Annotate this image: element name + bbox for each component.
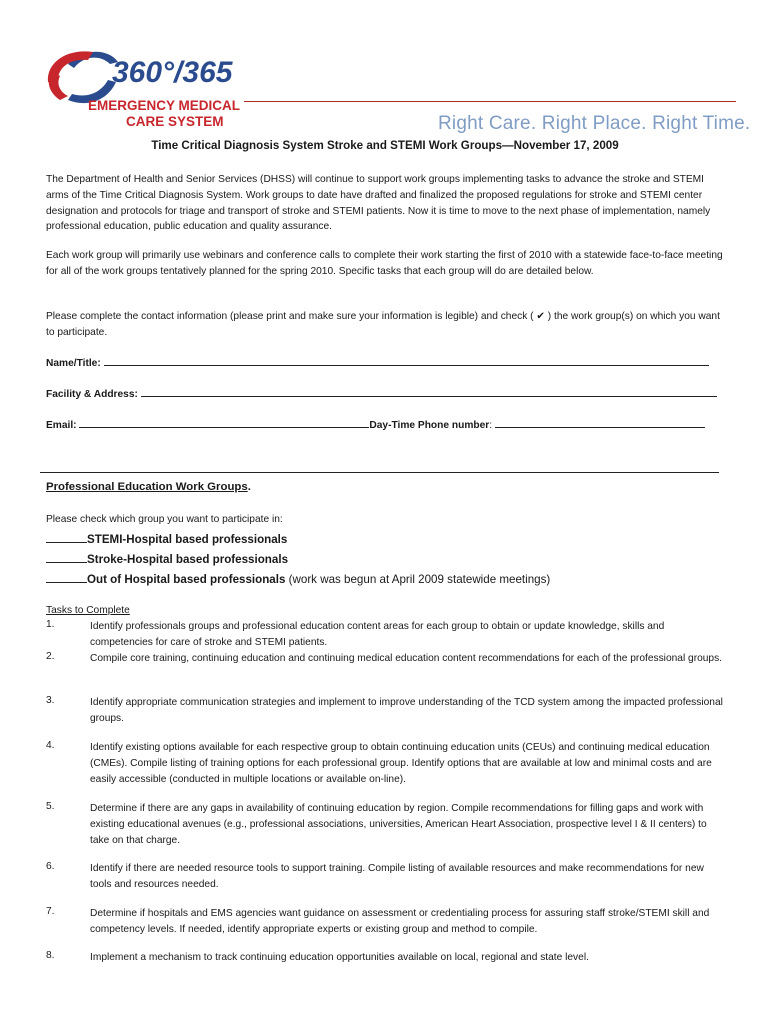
- task-number: 8.: [46, 950, 55, 961]
- phone-label: Day-Time Phone number: [369, 420, 490, 431]
- task-text: Identify if there are needed resource tools to support training. Compile listing of available resources and make recommendations for new tools and resources needed.: [90, 863, 704, 890]
- section-title-text: Professional Education Work Groups: [46, 481, 248, 493]
- facility-address-field: [46, 386, 717, 400]
- task-text: Implement a mechanism to track continuing education opportunities available on local, regional and state level.: [90, 952, 589, 963]
- logo-subtitle-1: EMERGENCY MEDICAL: [88, 98, 241, 113]
- document-title: Time Critical Diagnosis System Stroke and STEMI Work Groups—November 17, 2009: [151, 139, 619, 152]
- logo-swirl-icon: [38, 42, 248, 138]
- task-number: 4.: [46, 740, 55, 751]
- logo-wordmark: 360°/365: [112, 56, 233, 89]
- task-number: 5.: [46, 801, 55, 812]
- group-instruction: Please check which group you want to participate in:: [46, 514, 283, 525]
- task-text: Compile core training, continuing education and continuing medical education content recommendations for each of the professional groups.: [90, 653, 723, 664]
- group-checkbox-line[interactable]: [46, 551, 87, 563]
- task-number: 2.: [46, 651, 55, 662]
- group-checkbox-line[interactable]: [46, 531, 87, 543]
- tagline: Right Care. Right Place. Right Time.: [438, 113, 751, 134]
- intro-paragraph-1: The Department of Health and Senior Services (DHSS) will continue to support work groups implementing tasks to advance the stroke and STEMI arms of the Time Critical Diagnosis System. Work groups to date have drafted and finalized the proposed regulations for stroke and STEMI center designation and protocols for triage and transport of stroke and STEMI patients. Now it is time to move to the next phase of implementation, namely professional education, public education and quality assurance.: [46, 174, 711, 233]
- task-text: Identify existing options available for each respective group to obtain continuing education units (CEUs) and continuing medical education (CMEs). Compile listing of training options for each professional group. Identify options that are available at low and minimal costs and are easily accessible (conducted in multiple locations or available on-line).: [90, 742, 712, 785]
- task-number: 6.: [46, 861, 55, 872]
- task-number: 3.: [46, 695, 55, 706]
- logo-subtitle-2: CARE SYSTEM: [126, 114, 224, 129]
- group-option-stroke: [46, 551, 288, 566]
- phone-colon: :: [489, 420, 495, 431]
- tasks-heading: Tasks to Complete: [46, 605, 130, 616]
- name-title-label: Name/Title:: [46, 358, 104, 369]
- email-input-line[interactable]: [79, 417, 369, 428]
- email-phone-field: [46, 417, 705, 431]
- task-number: 1.: [46, 619, 55, 630]
- section-title-period: .: [247, 481, 251, 493]
- intro-paragraph-2: Each work group will primarily use webinars and conference calls to complete their work starting the first of 2010 with a statewide face-to-face meeting for all of the work groups tentatively planned for the spring 2010. Specific tasks that each group will do are detailed below.: [46, 250, 723, 277]
- group-option-stemi: [46, 531, 287, 546]
- group-note: (work was begun at April 2009 statewide meetings): [285, 573, 551, 586]
- phone-input-line[interactable]: [495, 417, 705, 428]
- emergency-medical-care-system-logo: [38, 42, 248, 138]
- intro-p3-end: ) the work group(s) on which you want to participate.: [46, 311, 720, 338]
- intro-paragraph-3: [46, 309, 726, 341]
- section-title: [46, 481, 251, 493]
- email-label: Email:: [46, 420, 80, 431]
- group-checkbox-line[interactable]: [46, 571, 87, 583]
- task-text: Identify professionals groups and professional education content areas for each group to obtain or update knowledge, skills and competencies for care of stroke and STEMI patients.: [90, 621, 665, 648]
- facility-address-label: Facility & Address:: [46, 389, 141, 400]
- facility-address-input-line[interactable]: [141, 386, 717, 397]
- task-text: Determine if hospitals and EMS agencies want guidance on assessment or credentialing process for assuring staff stroke/STEMI skill and competency levels. If needed, identify appropriate experts or existing group and method to compile.: [90, 908, 710, 935]
- name-title-input-line[interactable]: [104, 355, 709, 366]
- name-title-field: [46, 355, 709, 369]
- group-option-out-of-hospital: [46, 571, 550, 586]
- task-text: Identify appropriate communication strategies and implement to improve understanding of the TCD system among the impacted professional groups.: [90, 697, 723, 724]
- task-number: 7.: [46, 906, 55, 917]
- checkmark-icon: ✔: [536, 311, 545, 322]
- task-text: Determine if there are any gaps in availability of continuing education by region. Compile recommendations for filling gaps and work with existing educational avenues (e.g., professional associations, universities, American Heart Association, prospective level I & II centers) to take on that charge.: [90, 803, 707, 846]
- group-label: STEMI-Hospital based professionals: [87, 533, 288, 546]
- section-divider: [40, 472, 719, 473]
- group-label: Stroke-Hospital based professionals: [87, 553, 289, 566]
- header-rule: [244, 101, 736, 102]
- intro-p3-start: Please complete the contact information (please print and make sure your information is legible) and check (: [46, 311, 537, 322]
- group-label: Out of Hospital based professionals: [87, 573, 286, 586]
